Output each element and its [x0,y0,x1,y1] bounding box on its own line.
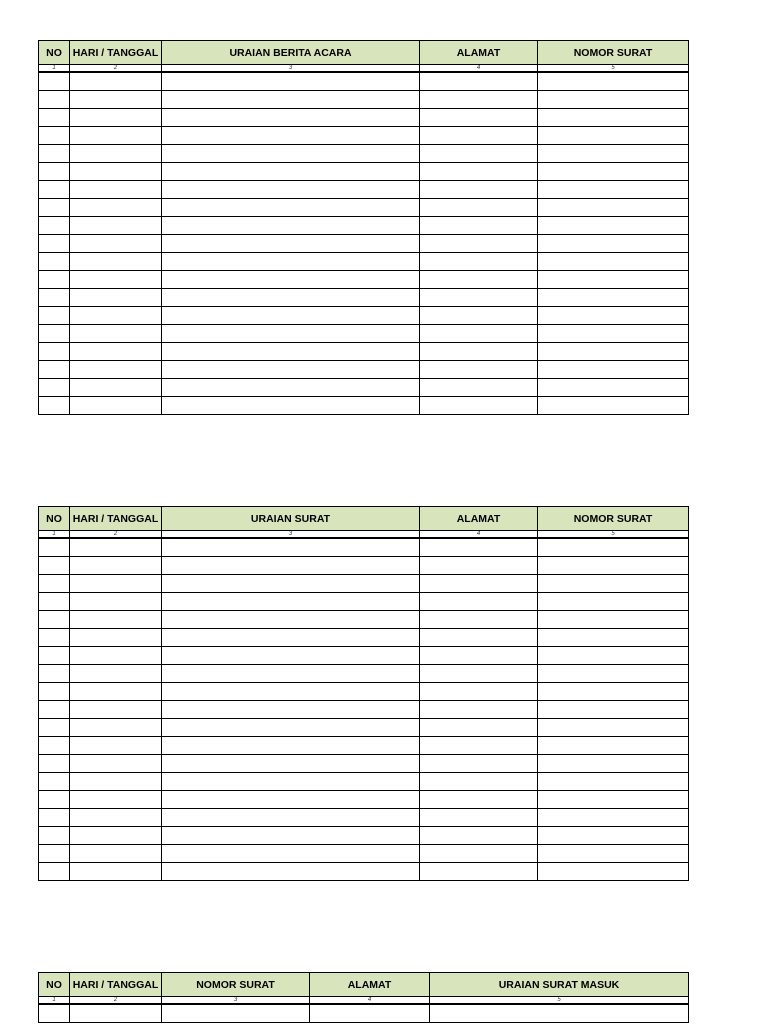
table-cell [310,1004,430,1023]
table-cell [420,665,538,683]
table-cell [538,91,689,109]
table-cell [420,145,538,163]
header-uraian-surat: URAIAN SURAT [162,507,420,531]
header-row [39,507,689,531]
table-cell [538,701,689,719]
table-cell [39,145,70,163]
table-cell [162,109,420,127]
table-cell [420,791,538,809]
table-cell [420,629,538,647]
table-cell [39,665,70,683]
table-cell [70,271,162,289]
table-cell [70,737,162,755]
column-number: 1 [39,997,70,1005]
table-cell [39,1004,70,1023]
table-cell [39,593,70,611]
column-number-row [39,531,689,539]
table-uraian-surat [38,506,689,881]
table-cell [70,217,162,235]
table-cell [420,593,538,611]
table-row [39,575,689,593]
table-cell [39,199,70,217]
table-cell [538,683,689,701]
table-cell [162,719,420,737]
table-cell [538,629,689,647]
header-row [39,973,689,997]
table-cell [538,199,689,217]
table-row [39,271,689,289]
table-cell [420,701,538,719]
table-cell [538,575,689,593]
table-cell [538,538,689,557]
header-hari-tanggal: HARI / TANGGAL [70,973,162,997]
table-cell [70,1004,162,1023]
column-number: 1 [39,531,70,539]
table-cell [39,253,70,271]
table-row [39,163,689,181]
table-cell [70,253,162,271]
table-cell [70,683,162,701]
table-cell [70,325,162,343]
table-cell [70,755,162,773]
table-cell [39,827,70,845]
table-cell [162,343,420,361]
header-uraian-surat-masuk: URAIAN SURAT MASUK [430,973,689,997]
table-cell [538,325,689,343]
table-row [39,701,689,719]
table-cell [162,199,420,217]
table-row [39,647,689,665]
table-cell [538,145,689,163]
table-cell [70,575,162,593]
table-cell [70,127,162,145]
table-cell [420,557,538,575]
table-body [39,65,689,415]
table-cell [39,629,70,647]
table-cell [162,379,420,397]
table-cell [39,72,70,91]
table-cell [70,701,162,719]
table-cell [420,575,538,593]
table-row [39,845,689,863]
table-cell [420,325,538,343]
table-cell [162,307,420,325]
table-row [39,235,689,253]
table-cell [162,863,420,881]
table-cell [39,755,70,773]
table-row [39,827,689,845]
table-cell [538,361,689,379]
table-cell [538,343,689,361]
table-row [39,683,689,701]
table-cell [39,845,70,863]
table-cell [538,737,689,755]
table-cell [162,325,420,343]
header-hari-tanggal: HARI / TANGGAL [70,41,162,65]
table-cell [162,683,420,701]
table-cell [430,1004,689,1023]
table-cell [39,163,70,181]
table-cell [420,538,538,557]
column-number: 5 [538,65,689,73]
table-cell [70,235,162,253]
table-cell [162,755,420,773]
table-cell [538,217,689,235]
table-cell [162,827,420,845]
header-no: NO [39,507,70,531]
column-number: 5 [538,531,689,539]
table-cell [538,109,689,127]
table-cell [538,72,689,91]
table-cell [538,611,689,629]
table-cell [70,629,162,647]
table-cell [162,665,420,683]
table-cell [538,289,689,307]
table-cell [70,647,162,665]
column-number: 3 [162,997,310,1005]
table-cell [538,719,689,737]
table-row [39,307,689,325]
column-number: 4 [420,65,538,73]
table-cell [538,809,689,827]
table-cell [70,199,162,217]
table-cell [538,665,689,683]
table-cell [538,593,689,611]
table-cell [538,791,689,809]
table-cell [39,701,70,719]
table-row [39,791,689,809]
table-row [39,665,689,683]
table-cell [70,845,162,863]
header-no: NO [39,41,70,65]
header-hari-tanggal: HARI / TANGGAL [70,507,162,531]
table-cell [420,845,538,863]
table-cell [420,773,538,791]
table-cell [39,809,70,827]
table-cell [39,127,70,145]
table-cell [70,343,162,361]
header-nomor-surat: NOMOR SURAT [538,41,689,65]
table-row [39,253,689,271]
table-cell [39,361,70,379]
column-number: 2 [70,65,162,73]
table-cell [70,109,162,127]
table-cell [70,827,162,845]
table-row [39,361,689,379]
table-cell [162,593,420,611]
header-nomor-surat: NOMOR SURAT [162,973,310,997]
table-cell [39,557,70,575]
table-row [39,199,689,217]
header-nomor-surat: NOMOR SURAT [538,507,689,531]
table-row [39,1004,689,1023]
table-cell [162,575,420,593]
table-cell [70,719,162,737]
table-surat-masuk [38,972,689,1023]
table-cell [162,791,420,809]
table-cell [420,163,538,181]
table-berita-acara [38,40,689,415]
table-cell [70,307,162,325]
table-cell [70,72,162,91]
table-cell [162,127,420,145]
table-cell [162,397,420,415]
table-row [39,538,689,557]
table-cell [70,863,162,881]
table-row [39,773,689,791]
table-cell [538,845,689,863]
header-no: NO [39,973,70,997]
table-row [39,217,689,235]
table-cell [420,737,538,755]
table-cell [39,235,70,253]
table-row [39,109,689,127]
table-cell [162,217,420,235]
table-row [39,863,689,881]
table-row [39,91,689,109]
table-cell [420,289,538,307]
table-cell [538,827,689,845]
table-cell [39,611,70,629]
table-cell [420,863,538,881]
column-number: 2 [70,531,162,539]
table-cell [538,397,689,415]
table-cell [39,719,70,737]
table-cell [538,379,689,397]
table-cell [420,397,538,415]
table-cell [420,72,538,91]
table-cell [39,397,70,415]
table-cell [39,863,70,881]
table-cell [162,145,420,163]
table-row [39,809,689,827]
table-cell [420,199,538,217]
table-cell [162,181,420,199]
table-row [39,145,689,163]
column-number: 3 [162,65,420,73]
table-row [39,737,689,755]
table-cell [70,163,162,181]
table-cell [538,127,689,145]
table-cell [162,611,420,629]
header-alamat: ALAMAT [420,41,538,65]
table-cell [162,809,420,827]
table-cell [39,737,70,755]
table-cell [420,91,538,109]
table-cell [420,235,538,253]
table-cell [70,809,162,827]
table-cell [538,271,689,289]
table-cell [162,557,420,575]
table-cell [420,719,538,737]
column-number: 2 [70,997,162,1005]
header-alamat: ALAMAT [310,973,430,997]
column-number-row [39,65,689,73]
table-cell [39,271,70,289]
table-cell [39,325,70,343]
table-cell [420,109,538,127]
table-cell [420,809,538,827]
table-cell [162,163,420,181]
table-cell [39,91,70,109]
table-cell [420,343,538,361]
table-cell [70,665,162,683]
table-cell [39,379,70,397]
table-cell [538,253,689,271]
table-cell [162,845,420,863]
table-cell [39,109,70,127]
column-number: 1 [39,65,70,73]
table-cell [70,593,162,611]
header-alamat: ALAMAT [420,507,538,531]
table-cell [538,647,689,665]
table-cell [162,701,420,719]
header-row [39,41,689,65]
table-cell [39,181,70,199]
table-cell [538,235,689,253]
table-cell [162,647,420,665]
table-cell [420,379,538,397]
table-cell [420,307,538,325]
column-number: 4 [420,531,538,539]
table-row [39,557,689,575]
column-number: 3 [162,531,420,539]
table-cell [162,253,420,271]
table-row [39,181,689,199]
table-cell [70,773,162,791]
table-cell [70,557,162,575]
column-number: 5 [430,997,689,1005]
table-cell [420,127,538,145]
table-cell [162,289,420,307]
table-body [39,997,689,1023]
table-cell [162,773,420,791]
table-row [39,289,689,307]
table-cell [39,307,70,325]
table-cell [538,181,689,199]
table-cell [70,289,162,307]
table-cell [420,253,538,271]
table-cell [162,72,420,91]
table-row [39,379,689,397]
table-cell [39,683,70,701]
table-cell [162,737,420,755]
table-cell [162,629,420,647]
table-cell [420,611,538,629]
table-cell [538,307,689,325]
table-row [39,611,689,629]
table-cell [70,379,162,397]
table-cell [70,611,162,629]
table-cell [420,217,538,235]
table-row [39,343,689,361]
table-row [39,629,689,647]
table-cell [420,647,538,665]
table-row [39,325,689,343]
table-cell [70,91,162,109]
table-cell [162,91,420,109]
table-cell [162,538,420,557]
table-cell [420,181,538,199]
table-cell [70,181,162,199]
table-row [39,719,689,737]
table-cell [70,791,162,809]
table-cell [70,145,162,163]
column-number-row [39,997,689,1005]
table-body [39,531,689,881]
table-cell [538,773,689,791]
header-uraian-berita-acara: URAIAN BERITA ACARA [162,41,420,65]
table-cell [39,289,70,307]
table-cell [162,1004,310,1023]
table-cell [538,755,689,773]
table-cell [70,361,162,379]
table-cell [39,343,70,361]
table-cell [420,683,538,701]
table-cell [39,647,70,665]
table-row [39,397,689,415]
table-cell [39,538,70,557]
table-cell [538,557,689,575]
table-cell [420,755,538,773]
table-cell [162,271,420,289]
table-row [39,755,689,773]
column-number: 4 [310,997,430,1005]
table-cell [538,863,689,881]
table-row [39,593,689,611]
table-cell [162,361,420,379]
table-cell [420,827,538,845]
table-cell [70,538,162,557]
table-cell [70,397,162,415]
table-cell [39,773,70,791]
table-cell [420,271,538,289]
table-cell [538,163,689,181]
table-cell [39,217,70,235]
table-cell [39,791,70,809]
table-cell [39,575,70,593]
table-cell [420,361,538,379]
table-row [39,127,689,145]
table-cell [162,235,420,253]
table-row [39,72,689,91]
